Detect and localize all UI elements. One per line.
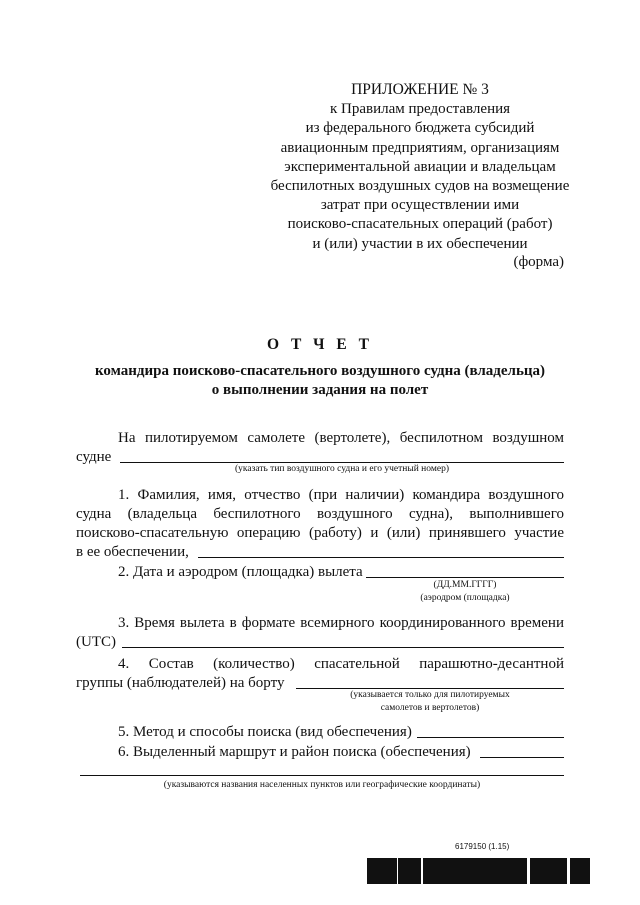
appendix-title: ПРИЛОЖЕНИЕ № 3 [351, 81, 489, 98]
commander-name-line: 1. Фамилия, имя, отчество (при наличии) командира воздушного [118, 487, 564, 503]
crew-line: 4. Состав (количество) спасательной парашютно-десантной [118, 656, 564, 672]
utc-time-field[interactable] [122, 647, 564, 648]
crew-label: группы (наблюдателей) на борту [76, 675, 285, 691]
appendix-line: и (или) участии в их обеспечении [312, 235, 528, 252]
appendix-header [270, 80, 570, 254]
commander-name-line: поисково-спасательную операцию (работу) и (или) принявшего участие [76, 525, 564, 541]
appendix-line: поисково-спасательных операций (работ) [287, 216, 553, 233]
departure-date-hint: (ДД.ММ.ГГГГ) [433, 580, 497, 590]
commander-name-field[interactable] [198, 557, 564, 558]
utc-time-line: 3. Время вылета в формате всемирного координированного времени [118, 615, 564, 631]
search-area-field[interactable] [480, 757, 564, 758]
departure-airfield-hint: (аэродром (площадка) [420, 593, 510, 603]
appendix-line: затрат при осуществлении ими [320, 197, 520, 214]
search-area-hint: (указываются названия населенных пунктов или географические координаты) [163, 780, 481, 790]
search-area-label: 6. Выделенный маршрут и район поиска (обеспечения) [118, 744, 471, 760]
appendix-line: экспериментальной авиации и владельцам [284, 158, 556, 175]
appendix-line: беспилотных воздушных судов на возмещение [270, 178, 570, 195]
search-method-label: 5. Метод и способы поиска (вид обеспечения) [118, 724, 412, 740]
appendix-line: к Правилам предоставления [329, 101, 511, 118]
crew-hint: самолетов и вертолетов) [380, 703, 480, 713]
search-area-field-line2[interactable] [80, 775, 564, 776]
commander-name-line: судна (владельца беспилотного воздушного судна), выполнившего [76, 506, 564, 522]
crew-hint: (указывается только для пилотируемых [350, 690, 510, 700]
document-code: 6179150 (1.15) [455, 842, 510, 851]
utc-time-label: (UTC) [76, 634, 116, 650]
departure-field[interactable] [366, 577, 564, 578]
intro-label: судне [76, 449, 112, 465]
search-method-field[interactable] [417, 737, 564, 738]
report-subtitle-line: командира поисково-спасательного воздушного судна (владельца) [94, 363, 546, 379]
barcode-icon [366, 858, 590, 884]
appendix-line: авиационным предприятиям, организациям [280, 139, 560, 156]
report-subtitle-line: о выполнении задания на полет [211, 382, 429, 398]
aircraft-type-hint: (указать тип воздушного судна и его учетный номер) [235, 464, 449, 474]
departure-label: 2. Дата и аэродром (площадка) вылета [118, 564, 363, 580]
form-label: (форма) [513, 254, 564, 270]
commander-name-line: в ее обеспечении, [76, 544, 189, 560]
report-title: О Т Ч Е Т [267, 336, 373, 353]
appendix-line: из федерального бюджета субсидий [305, 120, 535, 137]
report-subtitle [60, 362, 580, 400]
intro-line: На пилотируемом самолете (вертолете), беспилотном воздушном [118, 430, 564, 446]
